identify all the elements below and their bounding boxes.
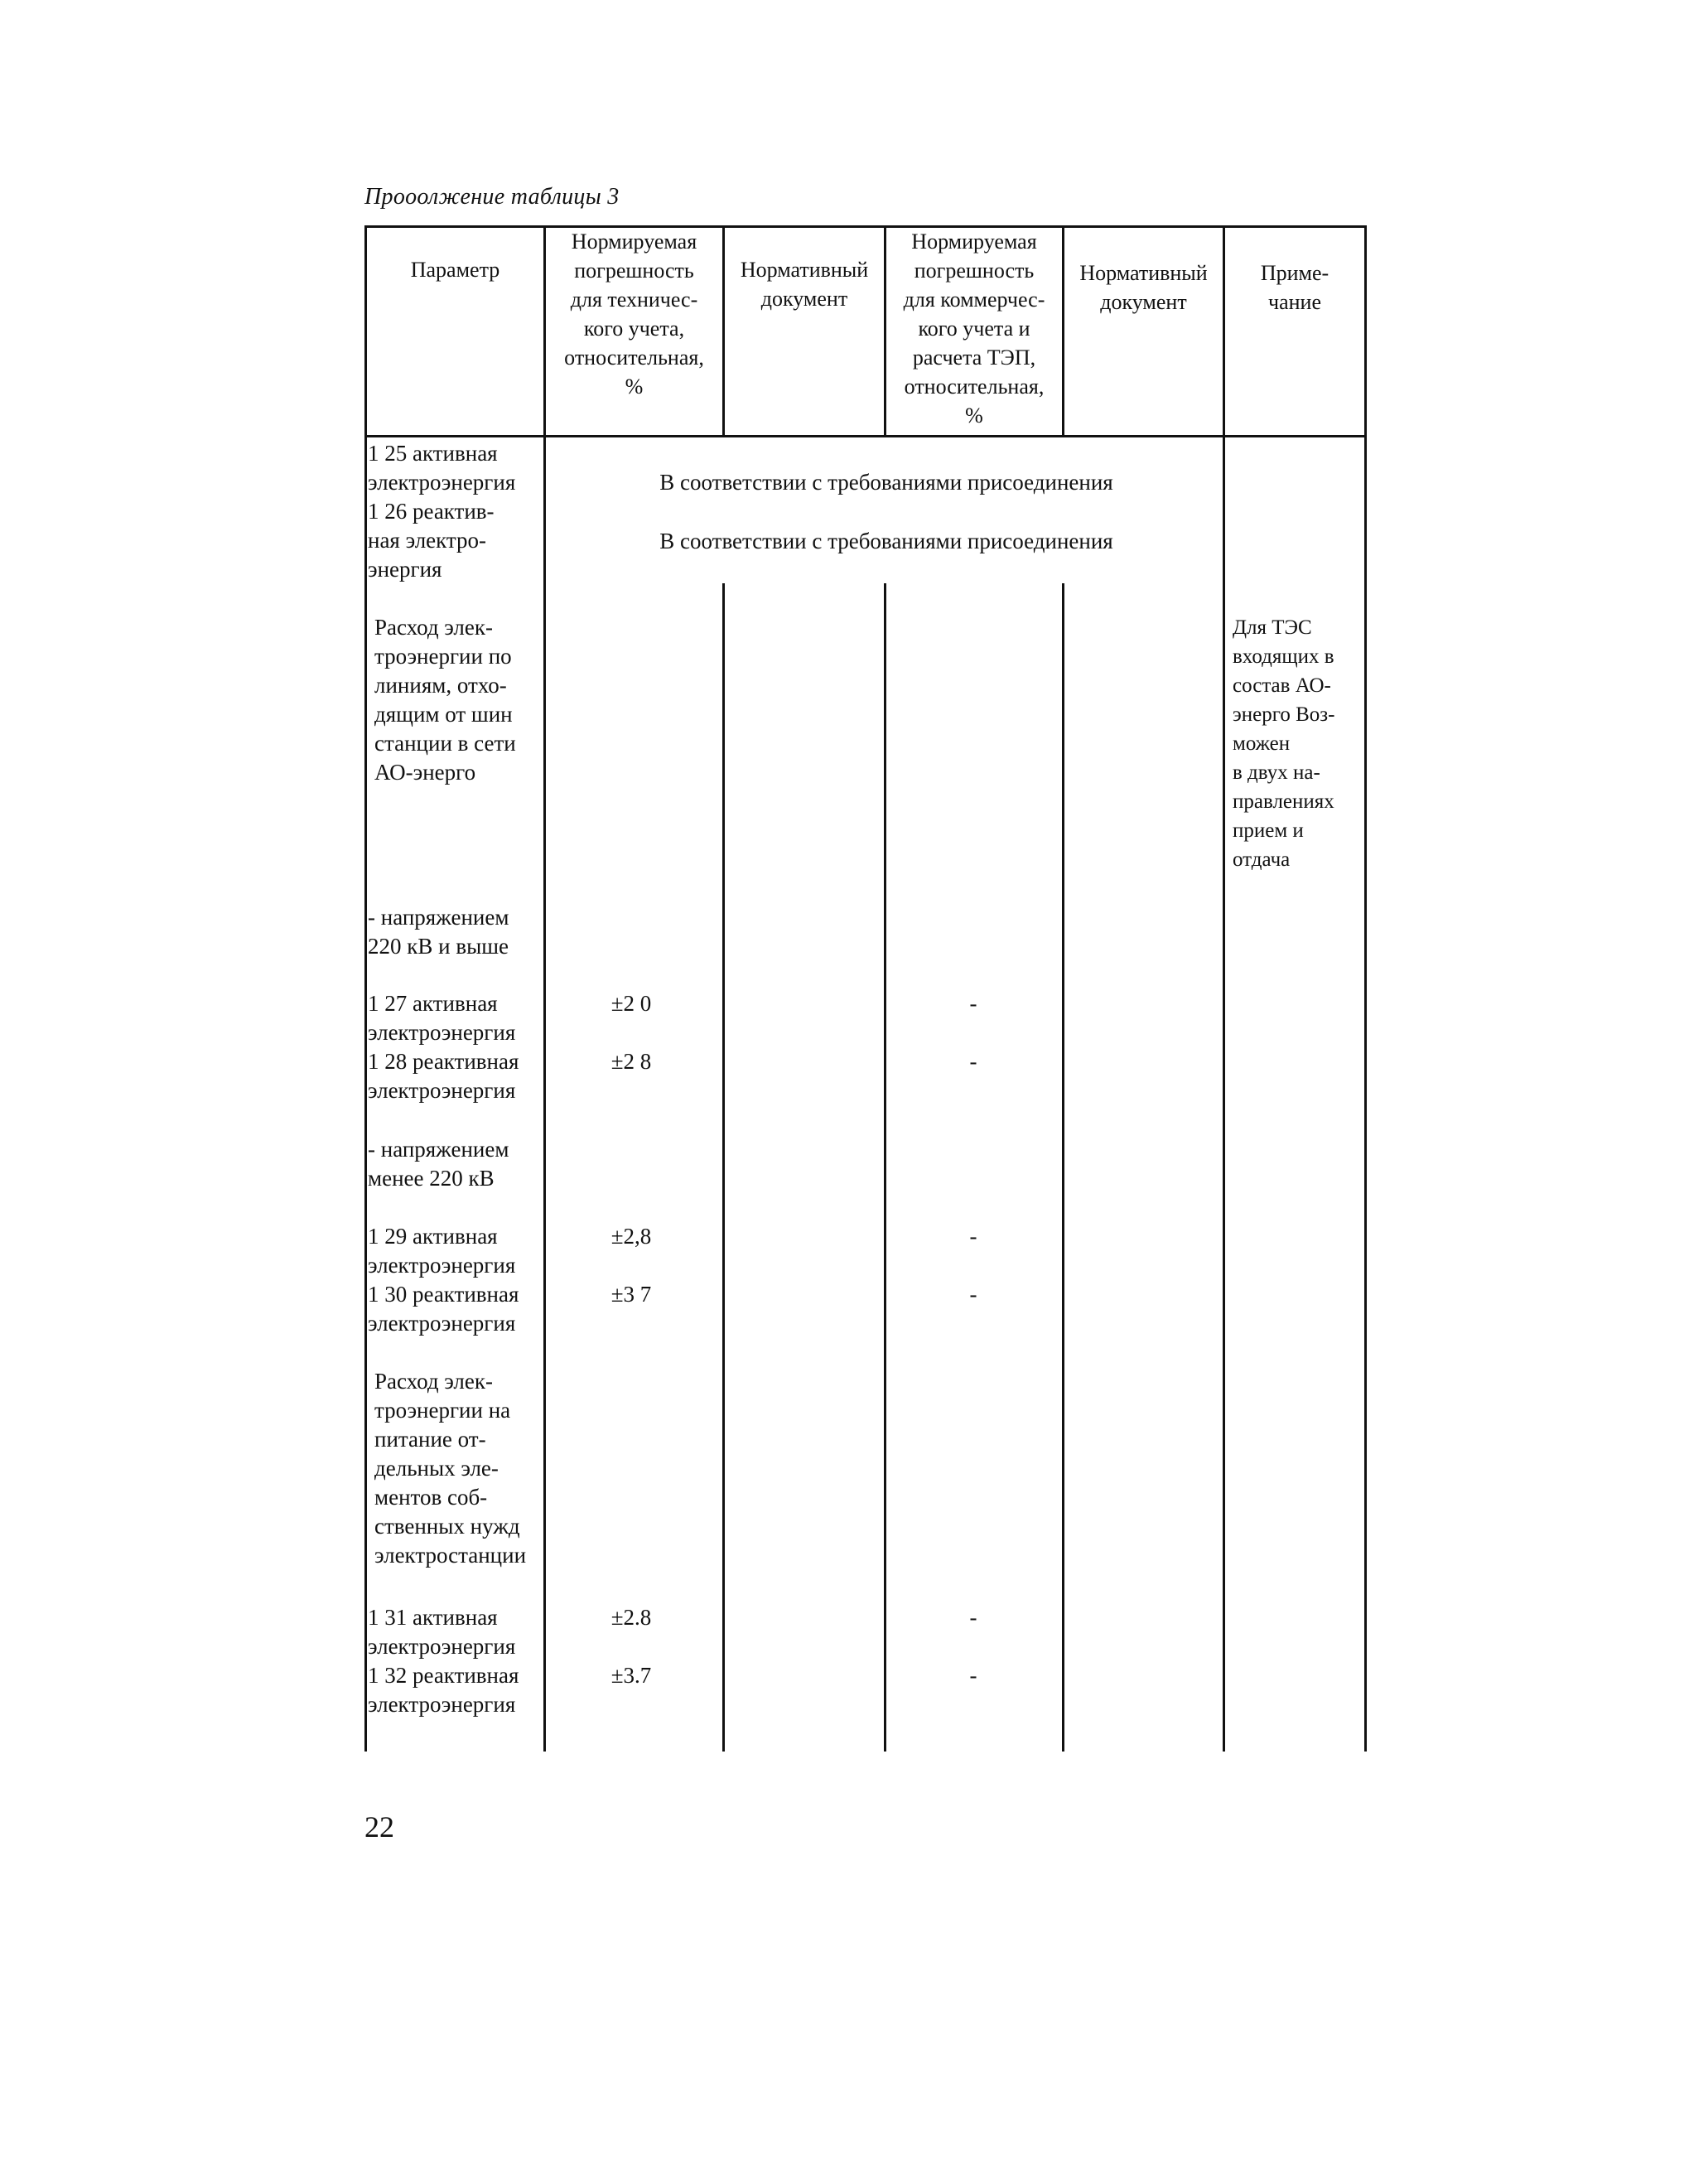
group-aux-needs-param: Расход элек- троэнергии на питание от- дельных эле- ментов соб- ственных нужд электростанции (374, 1369, 527, 1568)
row-1-30-param: 1 30 реактивная электроэнергия (368, 1282, 519, 1336)
col-divider-3b (884, 583, 886, 1752)
row-1-25-param: 1 25 активная электроэнергия (368, 441, 516, 495)
table-left-border (364, 225, 367, 1752)
row-1-31-param: 1 31 активная электроэнергия (368, 1605, 516, 1659)
table-right-border (1364, 225, 1367, 1752)
subheading-220kv-and-above: - напряжением 220 кВ и выше (368, 905, 509, 959)
row-1-31-comm-value: - (969, 1605, 977, 1630)
table-top-border (364, 225, 1367, 228)
header-comm-accuracy: Нормируемая погрешность для коммерчес- кого учета и расчета ТЭП, относительная, % (903, 230, 1045, 428)
col-divider-2b (722, 583, 725, 1752)
row-1-26-merged-value: В соответствии с требованиями присоединения (659, 529, 1113, 553)
col-divider-4b (1062, 583, 1064, 1752)
row-1-31-tech-value: ±2.8 (610, 1605, 652, 1630)
row-1-32-tech-value: ±3.7 (610, 1663, 652, 1688)
header-param: Параметр (410, 258, 500, 282)
group-lines-param: Расход элек- троэнергии по линиям, отхо- дящим от шин станции в сети АО-энерго (374, 615, 516, 785)
col-divider-4 (1062, 225, 1064, 437)
col-divider-5 (1223, 225, 1225, 1752)
header-bottom-border (364, 435, 1367, 437)
row-1-30-tech-value: ±3 7 (610, 1282, 652, 1307)
header-normative-doc-1: Нормативный документ (740, 258, 869, 311)
row-1-27-tech-value: ±2 0 (610, 991, 652, 1016)
row-1-26-param: 1 26 реактив- ная электро- энергия (368, 499, 495, 582)
row-1-28-param: 1 28 реактивная электроэнергия (368, 1049, 519, 1103)
row-1-29-tech-value: ±2,8 (610, 1224, 652, 1249)
row-1-29-param: 1 29 активная электроэнергия (368, 1224, 516, 1278)
table-caption: Прооолжение таблицы 3 (364, 184, 620, 210)
header-tech-accuracy: Нормируемая погрешность для техничес- кого учета, относительная, % (564, 230, 704, 399)
row-1-32-comm-value: - (969, 1663, 977, 1688)
row-1-27-comm-value: - (969, 991, 977, 1016)
row-1-27-param: 1 27 активная электроэнергия (368, 991, 516, 1045)
header-note: Приме- чание (1260, 261, 1329, 314)
row-1-29-comm-value: - (969, 1224, 977, 1249)
row-1-28-tech-value: ±2 8 (610, 1049, 652, 1074)
subheading-below-220kv: - напряжением менее 220 кВ (368, 1137, 509, 1191)
row-1-30-comm-value: - (969, 1282, 977, 1307)
page-number: 22 (364, 1810, 394, 1843)
row-1-25-merged-value: В соответствии с требованиями присоединения (659, 470, 1113, 495)
data-table (364, 225, 1367, 1752)
row-1-28-comm-value: - (969, 1049, 977, 1074)
group-lines-note: Для ТЭС входящих в состав АО- энерго Воз- можен в двух на- правлениях прием и отдача (1233, 616, 1335, 871)
row-1-32-param: 1 32 реактивная электроэнергия (368, 1663, 519, 1717)
header-normative-doc-2: Нормативный документ (1079, 261, 1208, 314)
